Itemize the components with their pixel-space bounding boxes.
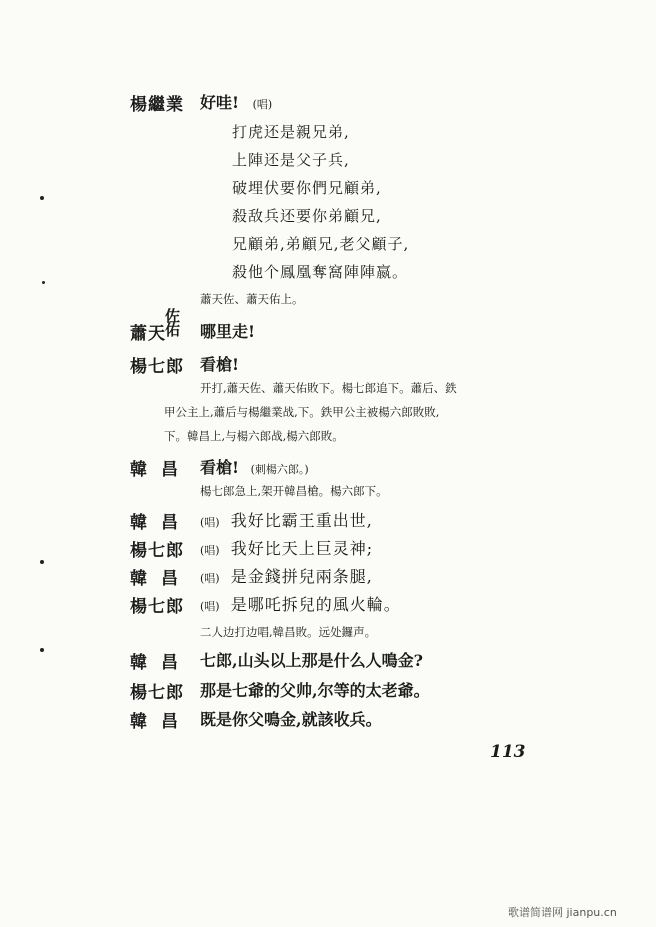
margin-mark: [40, 196, 44, 200]
margin-mark: [40, 648, 44, 652]
dialogue-words: 我好比天上巨灵神;: [230, 539, 374, 558]
dialogue-text: [200, 564, 373, 587]
dialogue-text: [200, 90, 272, 113]
speaker-name-top: 佐: [165, 307, 181, 325]
speaker-name-stack: [165, 309, 180, 337]
dialogue-words: 我好比霸王重出世,: [230, 511, 373, 530]
stage-direction: 开打,蕭天佐、蕭天佑敗下。楊七郎追下。蕭后、鉄: [200, 381, 457, 395]
speaker-name: 韓昌: [130, 569, 192, 589]
verse-line: 破埋伏要你們兄顧弟,: [232, 179, 382, 197]
speaker-name: 韓昌: [130, 712, 192, 732]
speaker-name: 楊七郎: [130, 357, 184, 377]
speaker-name: 楊七郎: [130, 597, 184, 617]
speaker-name-bottom: 佑: [165, 321, 181, 339]
verse-line: 殺敌兵还要你弟顧兄,: [232, 207, 382, 225]
stage-direction: 蕭天佐、蕭天佑上。: [200, 292, 304, 306]
speaker-name: 楊繼業: [130, 95, 184, 115]
margin-mark: [40, 560, 44, 564]
verse-line: 上陣还是父子兵,: [232, 151, 350, 169]
stage-note: (唱): [200, 544, 220, 557]
dialogue-words: 是金錢拼兒兩条腿,: [230, 567, 373, 586]
dialogue-text: 哪里走!: [200, 322, 256, 341]
speaker-name: 韓昌: [130, 653, 192, 673]
dialogue-text: 那是七爺的父帅,尔等的太老爺。: [200, 681, 430, 700]
speaker-name: 韓昌: [130, 460, 192, 480]
stage-note: (唱): [200, 600, 220, 613]
speaker-name: 楊七郎: [130, 541, 184, 561]
dialogue-words: 看槍!: [200, 458, 240, 477]
verse-line: 殺他个鳳凰奪窩陣陣嬴。: [232, 263, 409, 281]
stage-note: (刺楊六郎。): [250, 463, 309, 476]
speaker-name: 楊七郎: [130, 683, 184, 703]
dialogue-text: 既是你父鳴金,就該收兵。: [200, 710, 382, 729]
stage-note: (唱): [200, 572, 220, 585]
dialogue-words: 是哪吒拆兒的風火輪。: [230, 595, 401, 614]
dialogue-text: 七郎,山头以上那是什么人鳴金?: [200, 651, 423, 670]
stage-direction: 下。韓昌上,与楊六郎战,楊六郎敗。: [164, 429, 344, 443]
dialogue-words: 好哇!: [200, 93, 240, 112]
stage-direction: 二人边打边唱,韓昌敗。远处鑼声。: [200, 625, 377, 639]
margin-mark: [42, 281, 45, 284]
stage-note: (唱): [252, 98, 273, 111]
verse-line: 打虎还是親兄弟,: [232, 123, 350, 141]
dialogue-text: [200, 508, 373, 531]
stage-direction: 楊七郎急上,架开韓昌槍。楊六郎下。: [200, 484, 388, 498]
dialogue-text: 看槍!: [200, 355, 240, 374]
dialogue-text: [200, 592, 401, 615]
speaker-name: [130, 319, 166, 344]
speaker-name-main: 蕭天: [130, 324, 166, 344]
speaker-name: 韓昌: [130, 513, 192, 533]
dialogue-text: [200, 536, 373, 559]
verse-line: 兄顧弟,弟顧兄,老父顧子,: [232, 235, 410, 253]
page-number: 113: [490, 742, 526, 762]
stage-note: (唱): [200, 516, 220, 529]
watermark-text: 歌谱简谱网 jianpu.cn: [508, 906, 617, 919]
dialogue-text: [200, 455, 309, 478]
stage-direction: 甲公主上,蕭后与楊繼業战,下。鉄甲公主被楊六郎敗敗,: [164, 405, 440, 419]
